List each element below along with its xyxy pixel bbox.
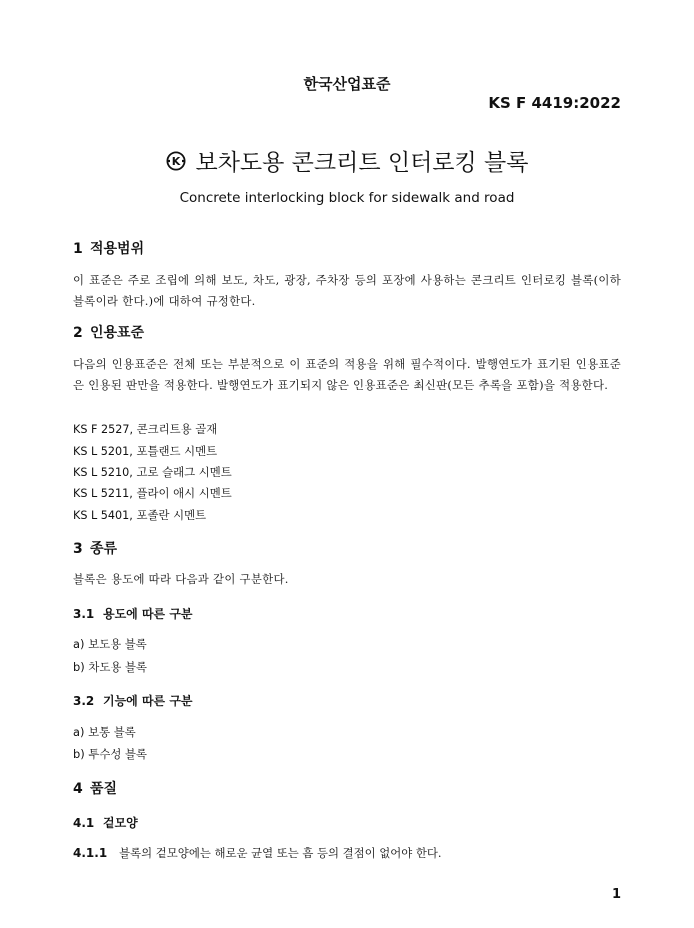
list-item: b) 차도용 블록	[73, 660, 147, 674]
reference-item: KS L 5211, 플라이 애시 시멘트	[73, 486, 232, 500]
page-number: 1	[611, 887, 621, 902]
ks-certification-mark-icon	[166, 151, 186, 171]
section-3-paragraph: 블록은 용도에 따라 다음과 같이 구분한다.	[73, 572, 289, 586]
subsection-heading-3-1: 3.1 용도에 따른 구분	[73, 607, 193, 621]
document-title-row	[0, 144, 694, 177]
standard-number: KS F 4419:2022	[488, 94, 621, 112]
list-item: b) 투수성 블록	[73, 747, 147, 761]
reference-item: KS L 5210, 고로 슬래그 시멘트	[73, 465, 232, 479]
standard-org-header: 한국산업표준	[303, 75, 391, 93]
list-item: a) 보통 블록	[73, 725, 136, 739]
document-english-title: Concrete interlocking block for sidewalk and road	[179, 190, 515, 206]
section-heading-2: 2 인용표준	[73, 325, 145, 341]
subsection-heading-3-2: 3.2 기능에 따른 구분	[73, 694, 193, 708]
section-heading-3: 3 종류	[73, 541, 118, 557]
reference-item: KS L 5401, 포졸란 시멘트	[73, 508, 207, 522]
subsection-heading-4-1: 4.1 겉모양	[73, 816, 138, 830]
clause-4-1-1: 4.1.1 블록의 겉모양에는 해로운 균열 또는 흠 등의 결점이 없어야 한다.	[73, 846, 442, 860]
document-title: 보차도용 콘크리트 인터로킹 블록	[195, 150, 529, 176]
section-2-paragraph: 다음의 인용표준은 전체 또는 부분적으로 이 표준의 적용을 위해 필수적이다. 발행연도가 표기된 인용표준은 인용된 판만을 적용한다. 발행연도가 표기되지 않은 인용표준은 최신판(모든 추록을 포함)을 적용한다.	[73, 357, 621, 392]
reference-item: KS L 5201, 포틀랜드 시멘트	[73, 444, 218, 458]
reference-item: KS F 2527, 콘크리트용 골재	[73, 422, 218, 436]
section-heading-4: 4 품질	[73, 781, 118, 797]
svg-text:K: K	[171, 154, 180, 168]
list-item: a) 보도용 블록	[73, 637, 147, 651]
section-1-paragraph: 이 표준은 주로 조립에 의해 보도, 차도, 광장, 주차장 등의 포장에 사용하는 콘크리트 인터로킹 블록(이하 블록이라 한다.)에 대하여 규정한다.	[73, 273, 621, 308]
section-heading-1: 1 적용범위	[73, 241, 145, 257]
